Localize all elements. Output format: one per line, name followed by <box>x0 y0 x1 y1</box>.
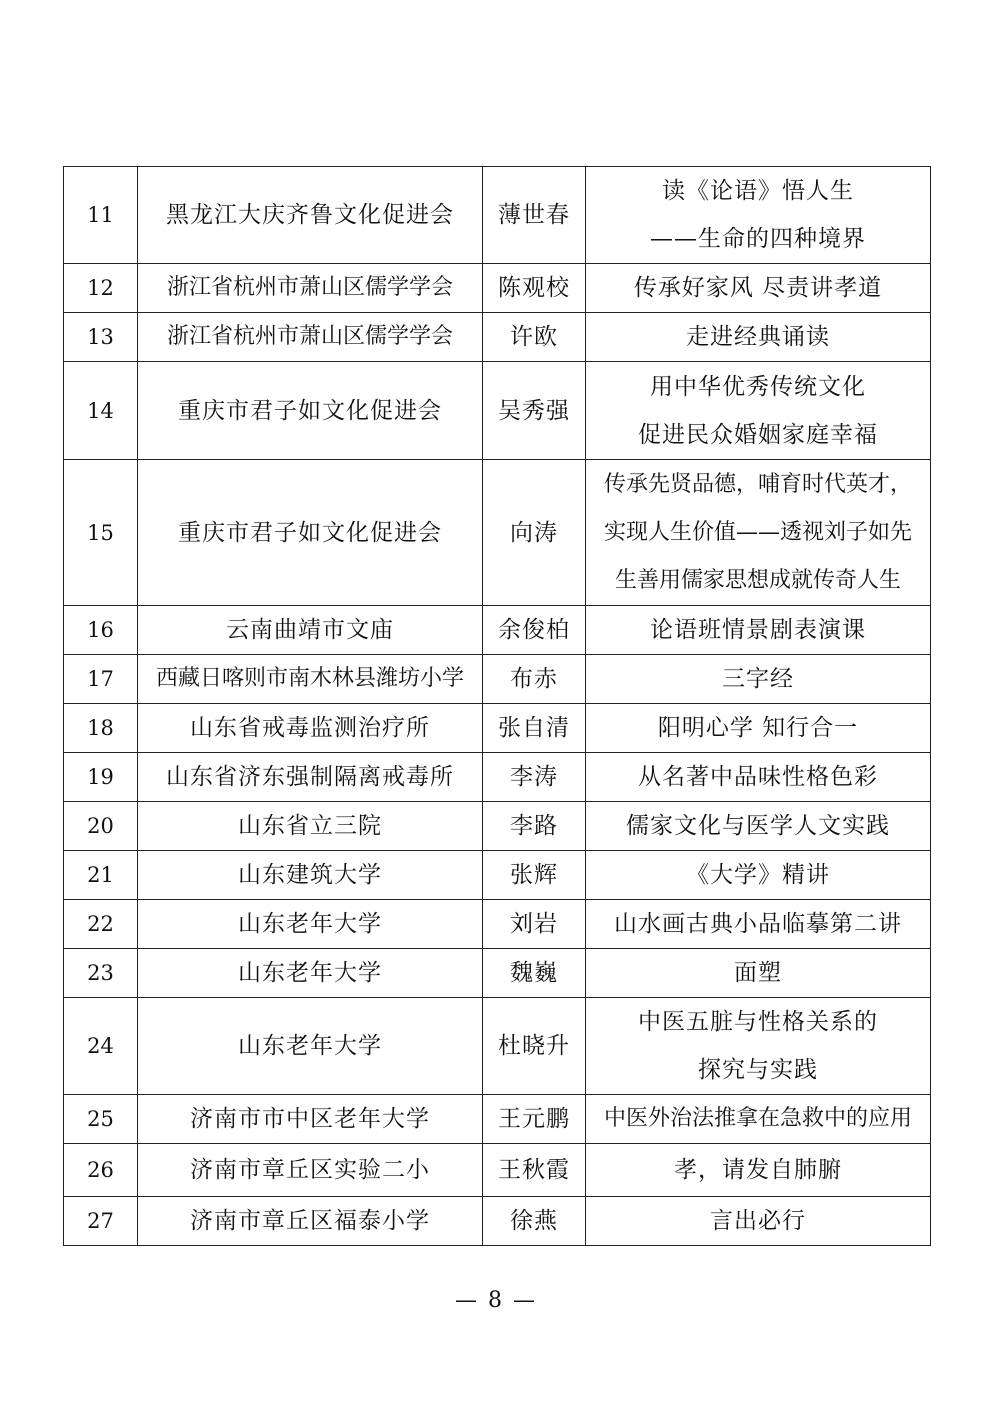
table-row <box>64 167 931 264</box>
course-title-cell <box>586 655 931 704</box>
lecturer-cell: 王秋霞 <box>483 1144 586 1197</box>
page-number: — 8 — <box>455 1288 537 1313</box>
organization-cell: 济南市章丘区福泰小学 <box>138 1197 483 1246</box>
course-title-line: 走进经典诵读 <box>686 324 830 350</box>
row-number: 20 <box>64 802 138 851</box>
lecturer-cell: 魏巍 <box>483 949 586 998</box>
course-title-cell <box>586 802 931 851</box>
lecturer-cell: 王元鹏 <box>483 1095 586 1144</box>
lecturer-cell: 吴秀强 <box>483 362 586 460</box>
course-title-cell <box>586 900 931 949</box>
course-title-cell <box>586 851 931 900</box>
course-title-cell <box>586 460 931 606</box>
course-title-line: 孝，请发自肺腑 <box>674 1157 842 1183</box>
table-row <box>64 362 931 460</box>
organization-cell: 山东省济东强制隔离戒毒所 <box>138 753 483 802</box>
course-title-cell <box>586 167 931 264</box>
organization-cell: 黑龙江大庆齐鲁文化促进会 <box>138 167 483 264</box>
course-title-line: 生善用儒家思想成就传奇人生 <box>614 567 901 593</box>
course-title-cell <box>586 1144 931 1197</box>
course-title-cell <box>586 1095 931 1144</box>
organization-cell: 山东建筑大学 <box>138 851 483 900</box>
organization-cell: 重庆市君子如文化促进会 <box>138 362 483 460</box>
organization-cell: 山东老年大学 <box>138 900 483 949</box>
lecturer-cell: 杜晓升 <box>483 998 586 1095</box>
table-row <box>64 264 931 313</box>
course-title-line: 论语班情景剧表演课 <box>650 617 866 643</box>
row-number: 11 <box>64 167 138 264</box>
program-table <box>63 166 931 1246</box>
lecturer-cell: 许欧 <box>483 313 586 362</box>
row-number: 23 <box>64 949 138 998</box>
course-title-line: 阳明心学 知行合一 <box>657 715 859 741</box>
organization-cell: 山东老年大学 <box>138 949 483 998</box>
row-number: 19 <box>64 753 138 802</box>
course-title-line: 三字经 <box>722 666 794 692</box>
table-row <box>64 1095 931 1144</box>
course-title-cell <box>586 704 931 753</box>
course-title-line: 实现人生价值——透视刘子如先 <box>603 519 912 545</box>
table-row <box>64 1197 931 1246</box>
course-title-line: 用中华优秀传统文化 <box>650 373 866 400</box>
lecturer-cell: 徐燕 <box>483 1197 586 1246</box>
row-number: 16 <box>64 606 138 655</box>
lecturer-cell: 余俊柏 <box>483 606 586 655</box>
lecturer-cell: 薄世春 <box>483 167 586 264</box>
lecturer-cell: 向涛 <box>483 460 586 606</box>
row-number: 27 <box>64 1197 138 1246</box>
course-title-cell <box>586 998 931 1095</box>
course-title-line: 探究与实践 <box>698 1057 818 1083</box>
organization-cell: 山东省立三院 <box>138 802 483 851</box>
course-title-line: 言出必行 <box>710 1208 806 1234</box>
row-number: 14 <box>64 362 138 460</box>
course-title-line: 从名著中品味性格色彩 <box>638 764 878 790</box>
course-title-cell <box>586 313 931 362</box>
row-number: 22 <box>64 900 138 949</box>
course-title-line: 中医五脏与性格关系的 <box>638 1009 878 1035</box>
organization-cell: 济南市市中区老年大学 <box>138 1095 483 1144</box>
organization-cell: 浙江省杭州市萧山区儒学学会 <box>138 313 483 362</box>
course-title-line: 面塑 <box>734 960 782 986</box>
course-title-line: 促进民众婚姻家庭幸福 <box>638 421 878 448</box>
lecturer-cell: 陈观校 <box>483 264 586 313</box>
row-number: 15 <box>64 460 138 606</box>
lecturer-cell: 李涛 <box>483 753 586 802</box>
lecturer-cell: 张自清 <box>483 704 586 753</box>
row-number: 24 <box>64 998 138 1095</box>
course-title-cell <box>586 606 931 655</box>
table-row <box>64 313 931 362</box>
table-row <box>64 802 931 851</box>
course-title-line: 传承先贤品德，哺育时代英才， <box>603 471 912 497</box>
organization-cell: 西藏日喀则市南木林县潍坊小学 <box>138 655 483 704</box>
row-number: 26 <box>64 1144 138 1197</box>
table-row <box>64 655 931 704</box>
row-number: 12 <box>64 264 138 313</box>
organization-cell: 济南市章丘区实验二小 <box>138 1144 483 1197</box>
course-title-line: ——生命的四种境界 <box>650 226 866 252</box>
table-row <box>64 606 931 655</box>
course-title-cell <box>586 949 931 998</box>
course-title-cell <box>586 753 931 802</box>
row-number: 18 <box>64 704 138 753</box>
course-title-line: 读《论语》悟人生 <box>662 178 854 204</box>
organization-cell: 重庆市君子如文化促进会 <box>138 460 483 606</box>
row-number: 17 <box>64 655 138 704</box>
row-number: 13 <box>64 313 138 362</box>
table-row <box>64 460 931 606</box>
course-title-line: 儒家文化与医学人文实践 <box>626 813 890 839</box>
lecturer-cell: 李路 <box>483 802 586 851</box>
table-row <box>64 753 931 802</box>
lecturer-cell: 刘岩 <box>483 900 586 949</box>
course-title-line: 传承好家风 尽责讲孝道 <box>633 275 883 301</box>
course-title-line: 《大学》精讲 <box>686 862 830 888</box>
course-title-line: 中医外治法推拿在急救中的应用 <box>603 1106 912 1131</box>
organization-cell: 云南曲靖市文庙 <box>138 606 483 655</box>
organization-cell: 浙江省杭州市萧山区儒学学会 <box>138 264 483 313</box>
row-number: 25 <box>64 1095 138 1144</box>
table-row <box>64 1144 931 1197</box>
table-row <box>64 900 931 949</box>
table-row <box>64 704 931 753</box>
course-title-cell <box>586 362 931 460</box>
course-title-cell <box>586 1197 931 1246</box>
table-row <box>64 998 931 1095</box>
lecturer-cell: 张辉 <box>483 851 586 900</box>
organization-cell: 山东老年大学 <box>138 998 483 1095</box>
organization-cell: 山东省戒毒监测治疗所 <box>138 704 483 753</box>
row-number: 21 <box>64 851 138 900</box>
table-row <box>64 851 931 900</box>
course-title-cell <box>586 264 931 313</box>
lecturer-cell: 布赤 <box>483 655 586 704</box>
table-row <box>64 949 931 998</box>
course-title-line: 山水画古典小品临摹第二讲 <box>614 911 902 937</box>
